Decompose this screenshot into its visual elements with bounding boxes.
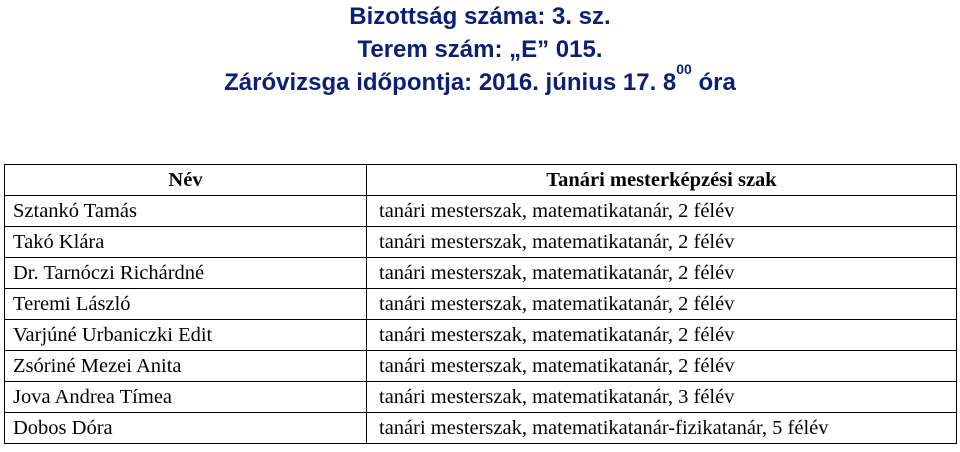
- exam-date: [0, 61, 960, 99]
- student-name: Takó Klára: [5, 227, 367, 258]
- student-name: Jova Andrea Tímea: [5, 382, 367, 413]
- students-table: [4, 164, 957, 444]
- student-program: tanári mesterszak, matematikatanár, 3 félév: [367, 382, 957, 413]
- table-row: [5, 320, 957, 351]
- student-name: Varjúné Urbaniczki Edit: [5, 320, 367, 351]
- student-name: Dr. Tarnóczi Richárdné: [5, 258, 367, 289]
- table-header-row: [5, 165, 957, 196]
- table-row: [5, 413, 957, 444]
- document-header: [0, 0, 960, 99]
- exam-time-minutes: 00: [676, 61, 692, 77]
- student-name: Teremi László: [5, 289, 367, 320]
- student-name: Dobos Dóra: [5, 413, 367, 444]
- student-program: tanári mesterszak, matematikatanár, 2 félév: [367, 258, 957, 289]
- student-program: tanári mesterszak, matematikatanár, 2 félév: [367, 320, 957, 351]
- student-name: Sztankó Tamás: [5, 196, 367, 227]
- student-program: tanári mesterszak, matematikatanár, 2 félév: [367, 351, 957, 382]
- room-number: Terem szám: „E” 015.: [357, 36, 603, 63]
- student-program: tanári mesterszak, matematikatanár, 2 félév: [367, 227, 957, 258]
- exam-time-unit: óra: [691, 69, 736, 96]
- table-row: [5, 196, 957, 227]
- column-header-program: Tanári mesterképzési szak: [367, 165, 957, 196]
- student-name: Zsóriné Mezei Anita: [5, 351, 367, 382]
- student-program: tanári mesterszak, matematikatanár, 2 félév: [367, 289, 957, 320]
- student-program: tanári mesterszak, matematikatanár, 2 félév: [367, 196, 957, 227]
- table-row: [5, 289, 957, 320]
- student-program: tanári mesterszak, matematikatanár-fizikatanár, 5 félév: [367, 413, 957, 444]
- exam-date-text: Záróvizsga időpontja: 2016. június 17. 8: [224, 69, 677, 96]
- table-row: [5, 382, 957, 413]
- column-header-name: Név: [5, 165, 367, 196]
- table-row: [5, 258, 957, 289]
- table-row: [5, 351, 957, 382]
- table-row: [5, 227, 957, 258]
- committee-number: Bizottság száma: 3. sz.: [349, 3, 611, 30]
